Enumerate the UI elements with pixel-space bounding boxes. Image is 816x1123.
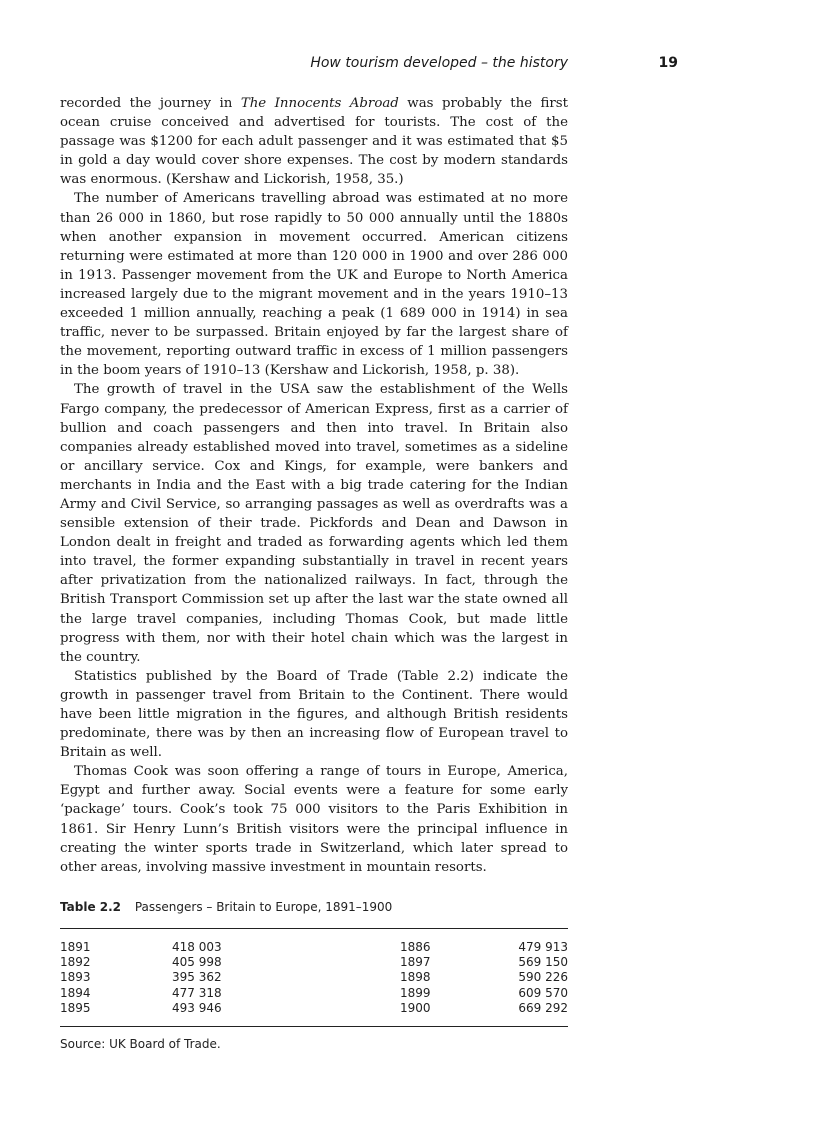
passengers-cell: 418 003 (172, 940, 222, 954)
table-caption (60, 900, 568, 920)
passengers-cell: 609 570 (518, 985, 568, 1000)
passengers-cell: 590 226 (518, 970, 568, 985)
table-row (60, 986, 568, 1001)
passengers-cell: 395 362 (172, 970, 222, 985)
table-row (60, 970, 568, 985)
table-top-rule (60, 928, 568, 929)
paragraph-1-start: recorded the journey in (60, 96, 241, 111)
table-row (60, 940, 568, 955)
table-row (60, 955, 568, 970)
passengers-cell: 405 998 (172, 955, 222, 970)
passengers-cell: 479 913 (518, 940, 568, 954)
passengers-cell: 493 946 (172, 1000, 222, 1015)
table-label: Table 2.2 (60, 900, 122, 914)
year-cell: 1886 (400, 940, 431, 954)
running-head (60, 55, 678, 75)
paragraph-1 (60, 94, 568, 189)
passengers-cell: 477 318 (172, 985, 222, 1000)
paragraph-5: Thomas Cook was soon offering a range of tours in Europe, America, Egypt and further away. Social events were a feature for some early ‘package’ tours. Cook’s took 75 000 visitors to the Paris Exhibition in 1861. Sir Henry Lunn’s British visitors were the principal influence in creating the winter sports trade in Switzerland, which later spread to other areas, involving massive investment in mountain resorts. (60, 764, 568, 875)
table-2-2 (60, 900, 568, 1051)
passenger-table (60, 940, 568, 1016)
paragraph-1-rest: was probably the first ocean cruise conceived and advertised for tourists. The cost of the passage was $1200 for each adult passenger and it was estimated that $5 in gold a day would cover shore expenses. The cost by modern standards was enormous. (Kershaw and Lickorish, 1958, 35.) (60, 96, 568, 188)
table-title: Passengers – Britain to Europe, 1891–1900 (134, 900, 393, 914)
year-cell: 1897 (400, 955, 431, 970)
year-cell: 1899 (400, 985, 431, 1000)
year-cell: 1900 (400, 1000, 431, 1015)
book-title: The Innocents Abroad (240, 96, 399, 111)
table-bottom-rule (60, 1026, 568, 1027)
year-cell: 1891 (60, 940, 91, 954)
table-source: Source: UK Board of Trade. (60, 1037, 221, 1052)
year-cell: 1893 (60, 970, 91, 985)
page-number: 19 (658, 55, 678, 71)
paragraph-2: The number of Americans travelling abroad was estimated at no more than 26 000 in 1860, but rose rapidly to 50 000 annually until the 1880s when another expansion in movement occurred. American citizens returning were estimated at more than 120 000 in 1900 and over 286 000 in 1913. Passenger movement from the UK and Europe to North America increased largely due to the migrant movement and in the years 1910–13 exceeded 1 million annually, reaching a peak (1 689 000 in 1914) in sea traffic, never to be surpassed. Britain enjoyed by far the largest share of the movement, reporting outward traffic in excess of 1 million passengers in the boom years of 1910–13 (Kershaw and Lickorish, 1958, p. 38). (60, 191, 568, 379)
year-cell: 1894 (60, 985, 91, 1000)
passengers-cell: 569 150 (518, 955, 568, 970)
passengers-cell: 669 292 (518, 1000, 568, 1015)
paragraph-4: Statistics published by the Board of Trade (Table 2.2) indicate the growth in passenger travel from Britain to the Continent. There would have been little migration in the figures, and although British residents predominate, there was by then an increasing flow of European travel to Britain as well. (60, 668, 568, 761)
table-row (60, 1001, 568, 1016)
year-cell: 1898 (400, 970, 431, 985)
year-cell: 1892 (60, 955, 91, 970)
running-title: How tourism developed – the history (310, 55, 568, 71)
year-cell: 1895 (60, 1000, 91, 1015)
paragraph-3: The growth of travel in the USA saw the establishment of the Wells Fargo company, the predecessor of American Express, first as a carrier of bullion and coach passengers and then into travel. In Britain also companies already established moved into travel, sometimes as a sideline or ancillary service. Cox and Kings, for example, were bankers and merchants in India and the East with a big trade catering for the Indian Army and Civil Service, so arranging passages as well as overdrafts was a sensible extension of their trade. Pickfords and Dean and Dawson in London dealt in freight and traded as forwarding agents which led them into travel, the former expanding substantially in travel in recent years after privatization from the nationalized railways. In fact, through the British Transport Commission set up after the last war the state owned all the large travel companies, including Thomas Cook, but made little progress with them, nor with their hotel chain which was the largest in the country. (60, 382, 568, 665)
body-text (60, 94, 568, 877)
